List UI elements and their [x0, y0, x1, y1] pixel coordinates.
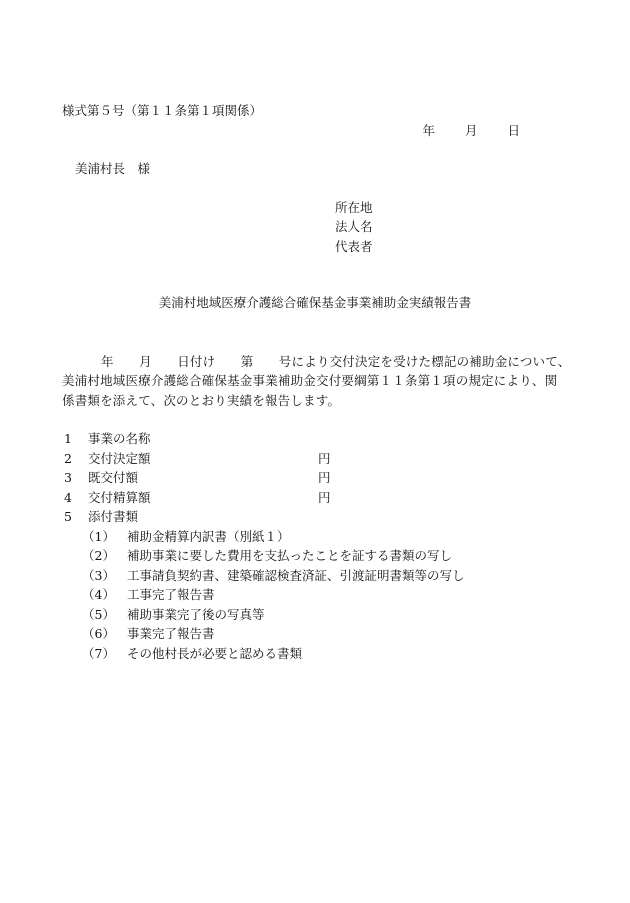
date-day: 日: [507, 122, 520, 138]
attachment-item: [62, 644, 590, 664]
attachment-text: 工事完了報告書: [127, 587, 215, 602]
item-unit: 円: [318, 450, 331, 466]
addressee: 美浦村長 様: [75, 161, 151, 176]
item-number: 2: [64, 450, 72, 466]
applicant-corporation: 法人名: [335, 219, 373, 234]
attachments-list: [62, 527, 590, 664]
attachment-number: （4）: [82, 587, 115, 602]
attachment-number: （1）: [82, 528, 115, 544]
attachment-text: その他村長が必要と認める書類: [127, 645, 303, 661]
body-text: [62, 352, 590, 411]
applicant-representative: 代表者: [335, 238, 373, 254]
items-list: [62, 429, 590, 527]
item-number: 4: [64, 489, 72, 505]
attachment-number: （5）: [82, 606, 115, 622]
attachment-text: 補助事業に要した費用を支払ったことを証する書類の写し: [127, 548, 453, 563]
list-item: [62, 429, 590, 449]
document-title: 美浦村地域医療介護総合確保基金事業補助金実績報告書: [158, 295, 472, 310]
item-number: 5: [64, 509, 72, 524]
attachment-number: （7）: [82, 645, 115, 661]
attachment-item: [62, 566, 590, 586]
attachment-number: （3）: [82, 567, 115, 583]
attachment-text: 事業完了報告書: [127, 626, 215, 641]
date-year: 年: [422, 122, 435, 138]
attachment-item: [62, 605, 590, 625]
list-item: [62, 468, 590, 488]
item-number: 1: [64, 431, 72, 446]
item-label: 事業の名称: [88, 431, 151, 446]
attachment-item: [62, 585, 590, 605]
item-label: 交付精算額: [88, 489, 151, 505]
attachment-item: [62, 546, 590, 566]
date-month: 月: [464, 122, 478, 138]
applicant-address: 所在地: [335, 199, 373, 215]
attachment-text: 補助金精算内訳書（別紙１）: [127, 528, 290, 544]
date-line: [62, 121, 590, 141]
attachment-number: （2）: [82, 548, 115, 563]
body-line-3: 係書類を添えて、次のとおり実績を報告します。: [62, 392, 341, 408]
item-unit: 円: [318, 470, 331, 485]
item-number: 3: [64, 470, 72, 485]
body-line-2: 美浦村地域医療介護総合確保基金事業補助金交付要綱第１１条第１項の規定により、関: [62, 373, 558, 388]
form-label: 様式第５号（第１１条第１項関係）: [62, 103, 263, 118]
item-label: 添付書類: [88, 509, 139, 524]
list-item: [62, 488, 590, 508]
item-label: 既交付額: [88, 470, 139, 485]
item-unit: 円: [318, 489, 331, 505]
list-item: [62, 507, 590, 527]
body-line-1: 年 月 日付け 第 号により交付決定を受けた標記の補助金について、: [101, 353, 571, 369]
attachment-item: [62, 527, 590, 547]
attachment-text: 工事請負契約書、建築確認検査済証、引渡証明書類等の写し: [127, 567, 465, 583]
attachment-text: 補助事業完了後の写真等: [127, 606, 265, 622]
applicant-block: [62, 198, 590, 257]
list-item: [62, 449, 590, 469]
item-label: 交付決定額: [88, 450, 151, 466]
attachment-number: （6）: [82, 626, 115, 641]
attachment-item: [62, 624, 590, 644]
